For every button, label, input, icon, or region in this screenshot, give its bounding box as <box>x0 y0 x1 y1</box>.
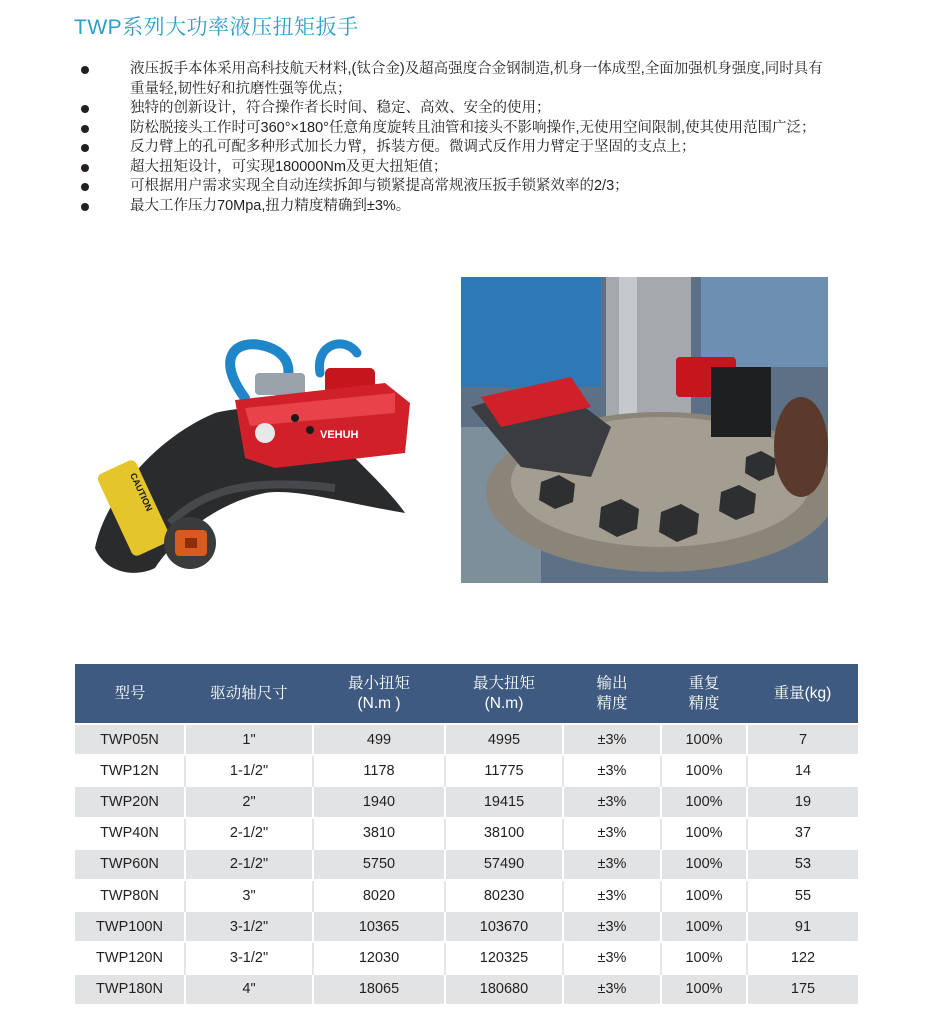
min-torque-cell: 1178 <box>313 755 445 786</box>
feature-text: 反力臂上的孔可配多种形式加长力臂，拆装方便。微调式反作用力臂定于坚固的支点上； <box>130 139 696 155</box>
feature-item <box>74 158 834 178</box>
bullet-icon <box>81 164 89 172</box>
table-row <box>75 786 858 817</box>
drive-size-cell: 3" <box>185 880 313 911</box>
model-cell: TWP20N <box>75 786 185 817</box>
application-photo <box>461 277 828 583</box>
weight-cell: 14 <box>747 755 858 786</box>
repeat-accuracy-cell: 100% <box>661 786 747 817</box>
header-cell: 型号 <box>75 664 185 724</box>
min-torque-cell: 8020 <box>313 880 445 911</box>
model-cell: TWP120N <box>75 942 185 973</box>
repeat-accuracy-cell: 100% <box>661 942 747 973</box>
output-accuracy-cell: ±3% <box>563 974 661 1004</box>
bullet-icon <box>81 66 89 74</box>
output-accuracy-cell: ±3% <box>563 849 661 880</box>
drive-size-cell: 4" <box>185 974 313 1004</box>
output-accuracy-cell: ±3% <box>563 724 661 755</box>
min-torque-cell: 10365 <box>313 911 445 942</box>
output-accuracy-cell: ±3% <box>563 786 661 817</box>
header-cell: 重复 精度 <box>661 664 747 724</box>
wrench-illustration <box>95 338 425 583</box>
min-torque-cell: 18065 <box>313 974 445 1004</box>
table-header-row <box>75 664 858 724</box>
feature-item <box>74 60 834 99</box>
feature-item <box>74 99 834 119</box>
feature-text: 防松脱接头工作时可360°×180°任意角度旋转且油管和接头不影响操作,无使用空间限制,使其使用范围广泛； <box>130 119 816 136</box>
repeat-accuracy-cell: 100% <box>661 755 747 786</box>
model-cell: TWP40N <box>75 818 185 849</box>
weight-cell: 122 <box>747 942 858 973</box>
header-cell: 最大扭矩 (N.m) <box>445 664 563 724</box>
header-cell: 重量(kg) <box>747 664 858 724</box>
max-torque-cell: 103670 <box>445 911 563 942</box>
drive-size-cell: 3-1/2" <box>185 942 313 973</box>
weight-cell: 175 <box>747 974 858 1004</box>
output-accuracy-cell: ±3% <box>563 942 661 973</box>
bullet-icon <box>81 144 89 152</box>
model-cell: TWP100N <box>75 911 185 942</box>
drive-size-cell: 3-1/2" <box>185 911 313 942</box>
drive-size-cell: 2-1/2" <box>185 849 313 880</box>
max-torque-cell: 11775 <box>445 755 563 786</box>
feature-item <box>74 197 834 217</box>
bullet-icon <box>81 183 89 191</box>
weight-cell: 37 <box>747 818 858 849</box>
feature-text: 超大扭矩设计，可实现180000Nm及更大扭矩值； <box>130 158 448 175</box>
table-row <box>75 880 858 911</box>
max-torque-cell: 180680 <box>445 974 563 1004</box>
min-torque-cell: 3810 <box>313 818 445 849</box>
weight-cell: 19 <box>747 786 858 817</box>
feature-item <box>74 138 834 158</box>
feature-text: 可根据用户需求实现全自动连续拆卸与锁紧提高常规液压扳手锁紧效率的2/3； <box>130 178 629 194</box>
table-row <box>75 755 858 786</box>
weight-cell: 7 <box>747 724 858 755</box>
max-torque-cell: 4995 <box>445 724 563 755</box>
page-title: TWP系列大功率液压扭矩扳手 <box>74 16 359 39</box>
output-accuracy-cell: ±3% <box>563 911 661 942</box>
feature-text: 液压扳手本体采用高科技航天材料,(钛合金)及超高强度合金钢制造,机身一体成型,全面加强机身强度,同时具有重量轻,韧性好和抗磨性强等优点； <box>130 61 823 97</box>
wrench-product-photo <box>95 338 425 583</box>
table-row <box>75 942 858 973</box>
max-torque-cell: 80230 <box>445 880 563 911</box>
drive-size-cell: 2-1/2" <box>185 818 313 849</box>
repeat-accuracy-cell: 100% <box>661 724 747 755</box>
min-torque-cell: 499 <box>313 724 445 755</box>
model-cell: TWP12N <box>75 755 185 786</box>
weight-cell: 53 <box>747 849 858 880</box>
bullet-icon <box>81 125 89 133</box>
application-illustration <box>461 277 828 583</box>
header-cell: 输出 精度 <box>563 664 661 724</box>
output-accuracy-cell: ±3% <box>563 818 661 849</box>
max-torque-cell: 57490 <box>445 849 563 880</box>
table-row <box>75 724 858 755</box>
feature-item <box>74 119 834 139</box>
table-row <box>75 849 858 880</box>
max-torque-cell: 38100 <box>445 818 563 849</box>
repeat-accuracy-cell: 100% <box>661 880 747 911</box>
min-torque-cell: 1940 <box>313 786 445 817</box>
bullet-icon <box>81 203 89 211</box>
drive-size-cell: 1" <box>185 724 313 755</box>
model-cell: TWP80N <box>75 880 185 911</box>
table-row <box>75 911 858 942</box>
table-row <box>75 818 858 849</box>
repeat-accuracy-cell: 100% <box>661 911 747 942</box>
drive-size-cell: 1-1/2" <box>185 755 313 786</box>
weight-cell: 55 <box>747 880 858 911</box>
model-cell: TWP05N <box>75 724 185 755</box>
feature-list <box>74 60 834 216</box>
model-cell: TWP60N <box>75 849 185 880</box>
output-accuracy-cell: ±3% <box>563 755 661 786</box>
header-cell: 最小扭矩 (N.m ) <box>313 664 445 724</box>
drive-size-cell: 2" <box>185 786 313 817</box>
brand-label: VEHUH <box>320 429 359 441</box>
max-torque-cell: 120325 <box>445 942 563 973</box>
max-torque-cell: 19415 <box>445 786 563 817</box>
feature-text: 最大工作压力70Mpa,扭力精度精确到±3%。 <box>130 197 411 214</box>
caution-label: CAUTION <box>128 471 155 513</box>
repeat-accuracy-cell: 100% <box>661 849 747 880</box>
repeat-accuracy-cell: 100% <box>661 974 747 1004</box>
repeat-accuracy-cell: 100% <box>661 818 747 849</box>
output-accuracy-cell: ±3% <box>563 880 661 911</box>
specs-table <box>75 664 858 1004</box>
model-cell: TWP180N <box>75 974 185 1004</box>
min-torque-cell: 5750 <box>313 849 445 880</box>
feature-text: 独特的创新设计，符合操作者长时间、稳定、高效、安全的使用； <box>130 100 551 116</box>
weight-cell: 91 <box>747 911 858 942</box>
table-row <box>75 974 858 1004</box>
min-torque-cell: 12030 <box>313 942 445 973</box>
header-cell: 驱动轴尺寸 <box>185 664 313 724</box>
bullet-icon <box>81 105 89 113</box>
feature-item <box>74 177 834 197</box>
